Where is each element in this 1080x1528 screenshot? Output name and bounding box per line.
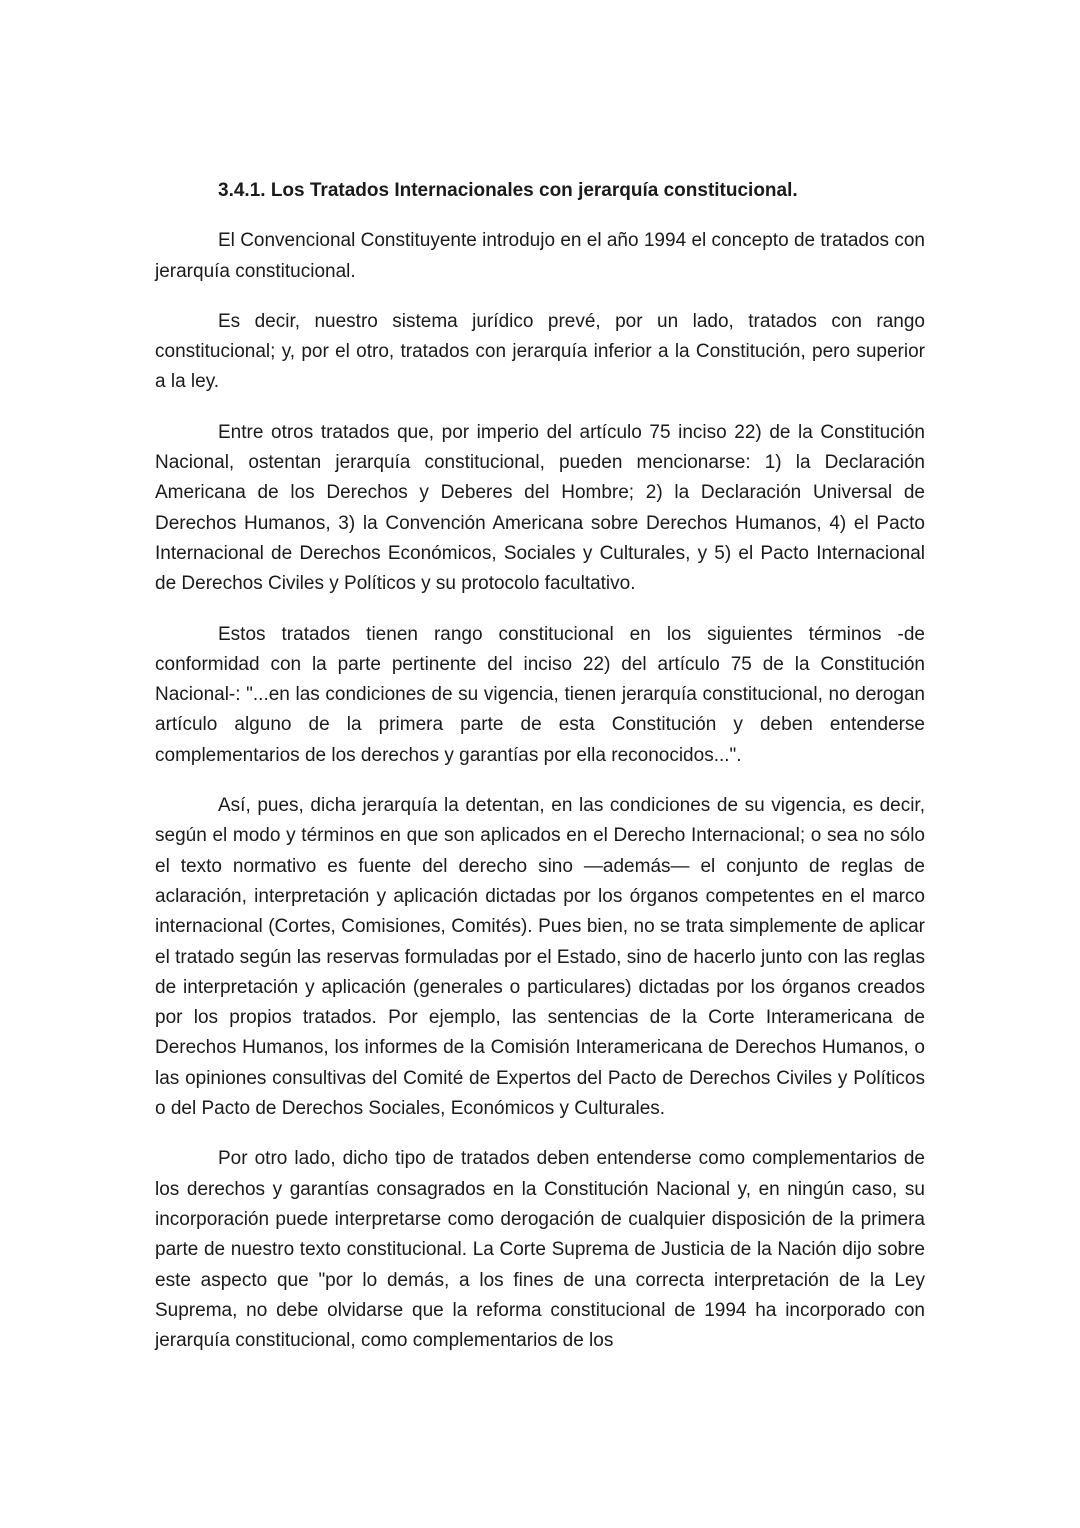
paragraph-6: Por otro lado, dicho tipo de tratados deben entenderse como complementarios de los derechos y garantías consagrados en la Constitución Nacional y, en ningún caso, su incorporación puede interpretarse como derogación de cualquier disposición de la primera parte de nuestro texto constitucional. La Corte Suprema de Justicia de la Nación dijo sobre este aspecto que "por lo demás, a los fines de una correcta interpretación de la Ley Suprema, no debe olvidarse que la reforma constitucional de 1994 ha incorporado con jerarquía constitucional, como complementarios de los	[155, 1148, 925, 1352]
section-heading: 3.4.1. Los Tratados Internacionales con jerarquía constitucional.	[218, 180, 798, 201]
paragraph-2: Es decir, nuestro sistema jurídico prevé, por un lado, tratados con rango constitucional; y, por el otro, tratados con jerarquía inferior a la Constitución, pero superior a la ley.	[155, 310, 925, 393]
document-page	[155, 176, 925, 1376]
paragraph-1: El Convencional Constituyente introdujo en el año 1994 el concepto de tratados con jerarquía constitucional.	[155, 230, 925, 282]
paragraph-5: Así, pues, dicha jerarquía la detentan, en las condiciones de su vigencia, es decir, según el modo y términos en que son aplicados en el Derecho Internacional; o sea no sólo el texto normativo es fuente del derecho sino —además— el conjunto de reglas de aclaración, interpretación y aplicación dictadas por los órganos competentes en el marco internacional (Cortes, Comisiones, Comités). Pues bien, no se trata simplemente de aplicar el tratado según las reservas formuladas por el Estado, sino de hacerlo junto con las reglas de interpretación y aplicación (generales o particulares) dictadas por los órganos creados por los propios tratados. Por ejemplo, las sentencias de la Corte Interamericana de Derechos Humanos, los informes de la Comisión Interamericana de Derechos Humanos, o las opiniones consultivas del Comité de Expertos del Pacto de Derechos Civiles y Políticos o del Pacto de Derechos Sociales, Económicos y Culturales.	[155, 795, 925, 1120]
paragraph-4: Estos tratados tienen rango constitucional en los siguientes términos -de conformidad con la parte pertinente del inciso 22) del artículo 75 de la Constitución Nacional-: "...en las condiciones de su vigencia, tienen jerarquía constitucional, no derogan artículo alguno de la primera parte de esta Constitución y deben entenderse complementarios de los derechos y garantías por ella reconocidos...".	[155, 623, 925, 766]
paragraph-3: Entre otros tratados que, por imperio del artículo 75 inciso 22) de la Constitución Nacional, ostentan jerarquía constitucional, pueden mencionarse: 1) la Declaración Americana de los Derechos y Deberes del Hombre; 2) la Declaración Universal de Derechos Humanos, 3) la Convención Americana sobre Derechos Humanos, 4) el Pacto Internacional de Derechos Económicos, Sociales y Culturales, y 5) el Pacto Internacional de Derechos Civiles y Políticos y su protocolo facultativo.	[155, 421, 925, 595]
